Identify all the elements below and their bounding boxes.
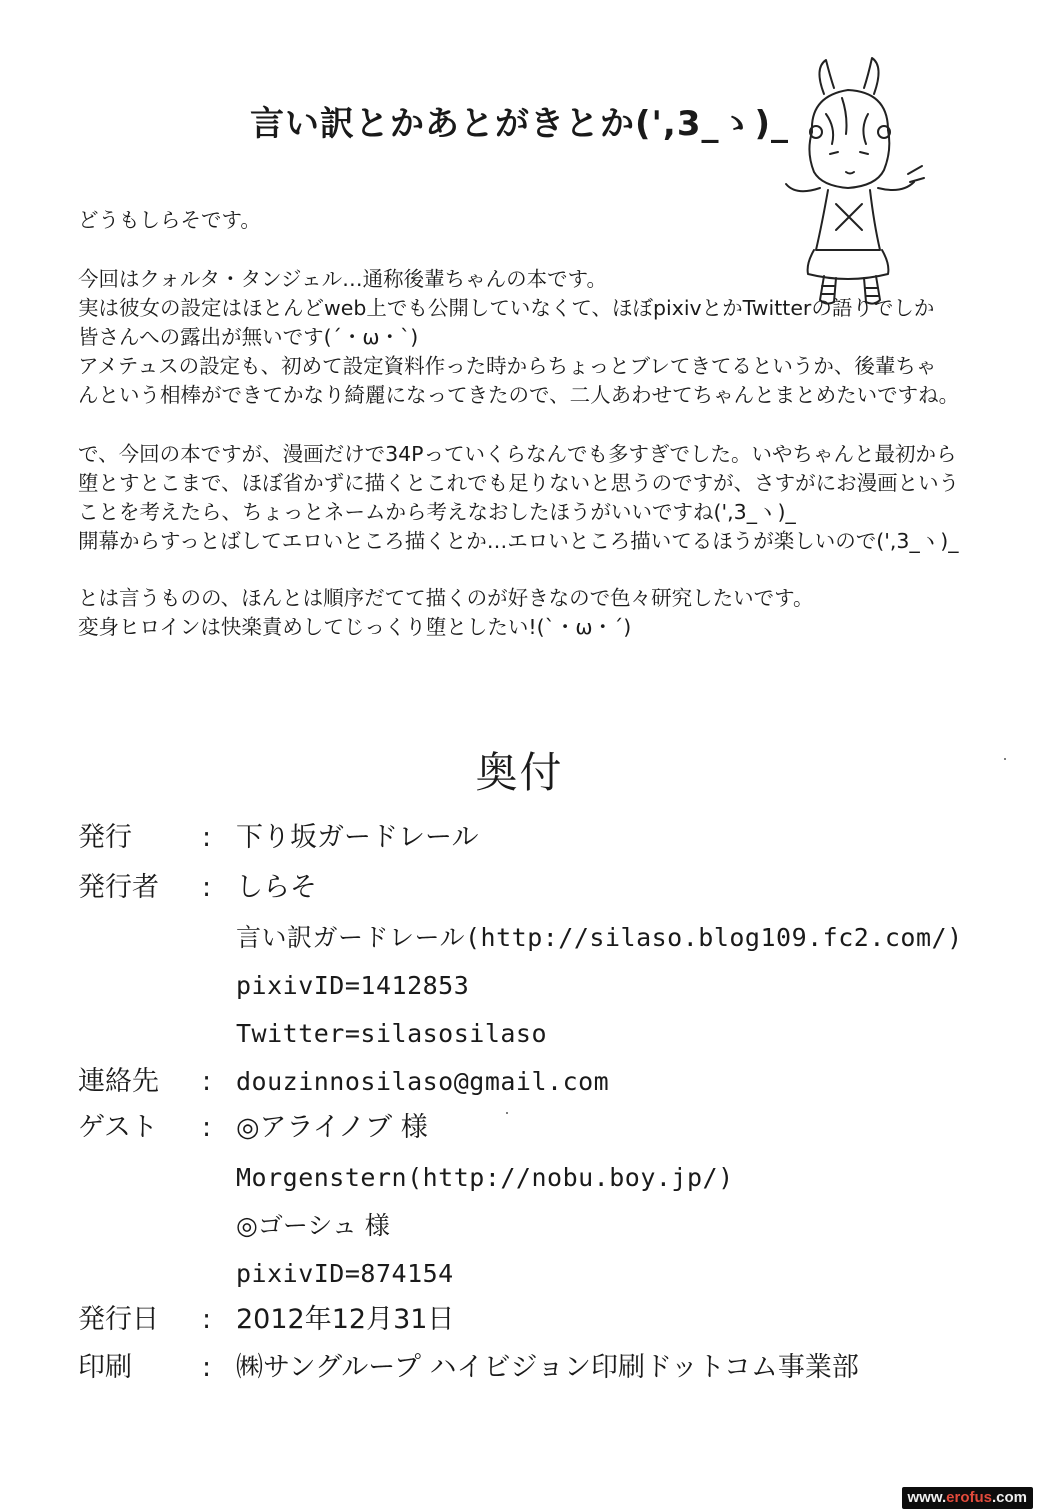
text-line: んという相棒ができてかなり綺麗になってきたので、二人あわせてちゃんとまとめたいですね。 bbox=[78, 383, 960, 407]
afterword-title: 言い訳とかあとがきとか(',3_ゝ)_ bbox=[249, 104, 790, 144]
date-label: 発行日 bbox=[78, 1304, 159, 1335]
colon: : bbox=[202, 1112, 212, 1143]
guest1-name: ◎アライノブ 様 bbox=[236, 1112, 428, 1143]
contact-email: douzinnosilaso@gmail.com bbox=[236, 1067, 610, 1096]
author-pixiv: pixivID=1412853 bbox=[236, 971, 470, 1000]
text-line: 皆さんへの露出が無いです(´・ω・`) bbox=[78, 325, 419, 349]
colon: : bbox=[202, 1066, 212, 1097]
guest2-pixiv: pixivID=874154 bbox=[236, 1259, 454, 1288]
afterword-paragraph bbox=[78, 440, 978, 556]
text-line: で、今回の本ですが、漫画だけで34Pっていくらなんでも多すぎでした。いやちゃんと最初から bbox=[78, 442, 957, 466]
text-line: 堕とすとこまで、ほぼ省かずに描くとこれでも足りないと思うのですが、さすがにお漫画という bbox=[78, 471, 960, 495]
contact-label: 連絡先 bbox=[78, 1066, 159, 1097]
colon: : bbox=[202, 872, 212, 903]
author-twitter: Twitter=silasosilaso bbox=[236, 1019, 548, 1048]
afterword-body bbox=[78, 206, 978, 642]
guest2-name: ◎ゴーシュ 様 bbox=[236, 1211, 390, 1240]
colon: : bbox=[202, 1352, 212, 1383]
afterword-paragraph bbox=[78, 265, 978, 410]
author-blog: 言い訳ガードレール(http://silaso.blog109.fc2.com/) bbox=[236, 923, 963, 952]
printer-value: ㈱サングループ ハイビジョン印刷ドットコム事業部 bbox=[236, 1352, 859, 1383]
text-line: 実は彼女の設定はほとんどweb上でも公開していなくて、ほぼpixivとかTwitterの語りでしか bbox=[78, 296, 935, 320]
publisher-label: 発行 bbox=[78, 822, 132, 853]
text-line: アメテュスの設定も、初めて設定資料作った時からちょっとブレてきてるというか、後輩ちゃ bbox=[78, 354, 937, 378]
site-watermark bbox=[902, 1487, 1033, 1509]
text-line: 開幕からすっとばしてエロいところ描くとか…エロいところ描いてるほうが楽しいので(',3_ヽ)_ bbox=[78, 529, 959, 553]
text-line: どうもしらそです。 bbox=[78, 208, 261, 232]
guest-label: ゲスト bbox=[78, 1112, 158, 1143]
issue-date: 2012年12月31日 bbox=[236, 1304, 455, 1335]
colon: : bbox=[202, 822, 212, 853]
text-line: 今回はクォルタ・タンジェル…通称後輩ちゃんの本です。 bbox=[78, 267, 608, 291]
author-label: 発行者 bbox=[78, 872, 159, 903]
print-label: 印刷 bbox=[78, 1352, 132, 1383]
guest1-site: Morgenstern(http://nobu.boy.jp/) bbox=[236, 1163, 734, 1192]
colon: : bbox=[202, 1304, 212, 1335]
speck bbox=[506, 1112, 508, 1114]
watermark-accent: erofus bbox=[946, 1489, 992, 1506]
text-line: ことを考えたら、ちょっとネームから考えなおしたほうがいいですね(',3_ヽ)_ bbox=[78, 500, 796, 524]
speck bbox=[1004, 758, 1006, 760]
afterword-paragraph bbox=[78, 584, 978, 642]
text-line: 変身ヒロインは快楽責めしてじっくり堕としたい!(`・ω・´) bbox=[78, 615, 632, 639]
colophon-title: 奥付 bbox=[475, 748, 564, 797]
watermark-prefix: www. bbox=[907, 1489, 947, 1506]
publisher-value: 下り坂ガードレール bbox=[236, 822, 479, 853]
watermark-suffix: .com bbox=[991, 1489, 1027, 1506]
author-value: しらそ bbox=[236, 872, 317, 903]
text-line: とは言うものの、ほんとは順序だてて描くのが好きなので色々研究したいです。 bbox=[78, 586, 814, 610]
afterword-paragraph bbox=[78, 206, 978, 235]
